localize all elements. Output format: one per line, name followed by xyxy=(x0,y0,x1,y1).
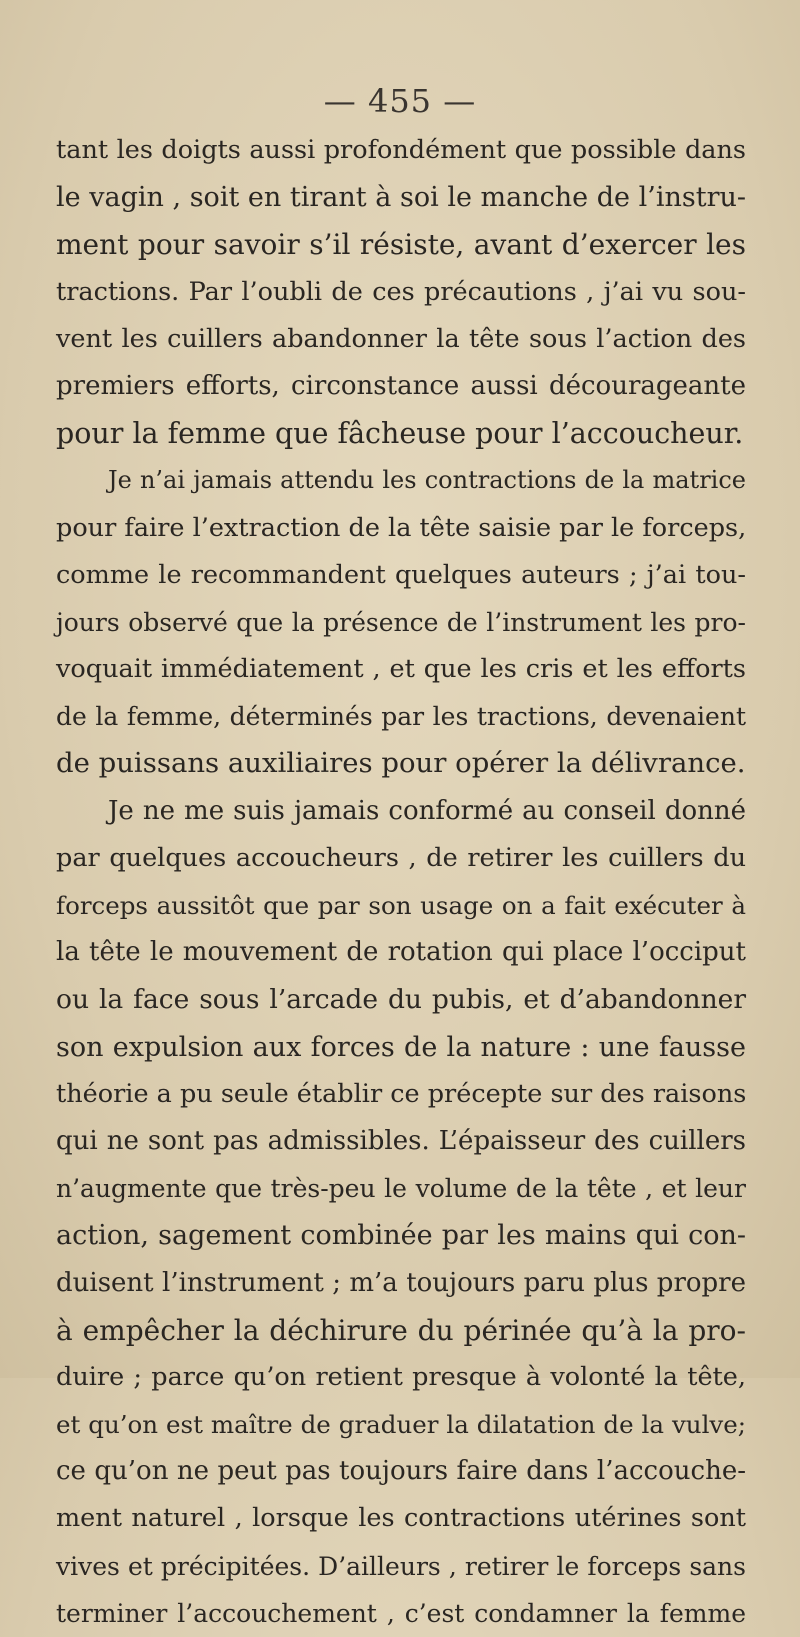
text-line: qui ne sont pas admissibles. L’épaisseur des cuillers xyxy=(56,1125,746,1156)
text-line: tant les doigts aussi profondément que possible dans xyxy=(56,135,746,165)
text-line: forceps aussitôt que par son usage on a fait exécuter à xyxy=(56,891,746,920)
text-line: duisent l’instrument ; m’a toujours paru plus propre xyxy=(56,1267,746,1298)
text-line: duire ; parce qu’on retient presque à volonté la tête, xyxy=(56,1361,746,1392)
text-line: ou la face sous l’arcade du pubis, et d’abandonner xyxy=(56,984,746,1016)
text-line: Je ne me suis jamais conformé au conseil donné xyxy=(108,795,746,826)
text-line: tractions. Par l’oubli de ces précautions , j’ai vu sou- xyxy=(56,276,746,307)
text-line: pour la femme que fâcheuse pour l’accoucheur. xyxy=(56,417,744,451)
text-line: vent les cuillers abandonner la tête sous l’action des xyxy=(56,323,746,354)
text-line: voquait immédiatement , et que les cris et les efforts xyxy=(56,654,746,685)
text-line: le vagin , soit en tirant à soi le manche de l’instru- xyxy=(56,182,746,214)
text-line: la tête le mouvement de rotation qui place l’occiput xyxy=(56,937,746,968)
page-number: — 455 — xyxy=(323,82,477,120)
text-line: ment pour savoir s’il résiste, avant d’exercer les xyxy=(56,228,746,262)
text-line: n’augmente que très-peu le volume de la tête , et leur xyxy=(56,1174,746,1204)
text-line: premiers efforts, circonstance aussi décourageante xyxy=(56,370,746,401)
body-text xyxy=(56,127,746,1637)
text-line: pour faire l’extraction de la tête saisie par le forceps, xyxy=(56,512,747,543)
text-line: ce qu’on ne peut pas toujours faire dans l’accouche- xyxy=(56,1456,746,1487)
text-line: ment naturel , lorsque les contractions utérines sont xyxy=(56,1503,746,1534)
text-line: vives et précipitées. D’ailleurs , retirer le forceps sans xyxy=(56,1551,746,1581)
text-line: à empêcher la déchirure du périnée qu’à la pro- xyxy=(56,1313,746,1347)
text-line: terminer l’accouchement , c’est condamner la femme xyxy=(56,1598,746,1628)
text-line: comme le recommandent quelques auteurs ; j’ai tou- xyxy=(56,559,746,590)
text-line: par quelques accoucheurs , de retirer les cuillers du xyxy=(56,842,746,873)
text-line: son expulsion aux forces de la nature : une fausse xyxy=(56,1031,746,1063)
text-line: de puissans auxiliaires pour opérer la délivrance. xyxy=(56,747,746,780)
text-line: théorie a pu seule établir ce précepte sur des raisons xyxy=(56,1078,747,1109)
text-line: Je n’ai jamais attendu les contractions de la matrice xyxy=(108,466,746,495)
text-line: de la femme, déterminés par les tractions, devenaient xyxy=(56,702,746,732)
text-line: action, sagement combinée par les mains qui con- xyxy=(56,1220,746,1252)
text-line: jours observé que la présence de l’instrument les pro- xyxy=(56,607,746,637)
text-line: et qu’on est maître de graduer la dilatation de la vulve; xyxy=(56,1410,746,1440)
